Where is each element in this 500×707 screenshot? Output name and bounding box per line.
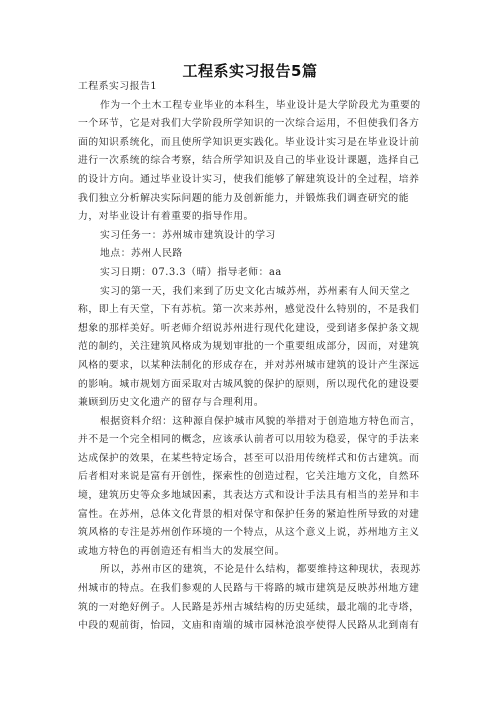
section-heading: 工程系实习报告1 (78, 81, 158, 92)
paragraph-materials: 根据资料介绍：这种源自保护城市风貌的举措对于创造地方特色而言，并不是一个完全相同的概念，应该承认前者可以用较为稳妥，保守的手法来达成保护的效果，在某些特定场合，甚至可以沿用传统样式和仿古建筑。而后者相对来说是富有开创性，探索性的创造过程，它关注地方文化，自然环境，建筑历史等众多地域因素，其表达方式和设计手法具有相当的差异和丰富性。在苏州，总体文化背景的相对保守和保护任务的紧迫性所导致的对建筑风格的专注是苏州创作环境的一个特点，从这个意义上说，苏州地方主义或地方特色的再创造还有相当大的发展空间。 (78, 415, 421, 557)
date-line: 实习日期：07.3.3（晴）指导老师：aa (100, 266, 282, 278)
document-body (78, 78, 426, 636)
paragraph-conclusion: 所以，苏州市区的建筑，不论是什么结构，都要维持这种现状，表现苏州城市的特点。在我们参观的人民路与干将路的城市建筑是反映苏州地方建筑的一对绝好例子。人民路是苏州古城结构的历史延续，最北端的北寺塔，中段的观前街，怡园，文庙和南端的城市园林沧浪亭使得人民路从北到南有 (78, 564, 421, 632)
task-line: 实习任务一：苏州城市建筑设计的学习 (100, 229, 276, 241)
paragraph-day-one: 实习的第一天，我们来到了历史文化古城苏州，苏州素有人间天堂之称，即上有天堂，下有苏杭。第一次来苏州，感觉没什么特别的，不是我们想象的那样美好。听老师介绍说苏州进行现代化建设，受到诸多保护条文规范的制约，关注建筑风格成为规划审批的一个重要组成部分，因而，对建筑风格的要求，以某种法制化的形成存在，并对苏州城市建筑的设计产生深远的影响。城市规划方面采取对古城风貌的保护的原则，所以现代化的建设要兼顾到历史文化遗产的留存与合理利用。 (78, 285, 420, 409)
document-title: 工程系实习报告5篇 (182, 62, 318, 80)
location-line: 地点：苏州人民路 (100, 248, 183, 260)
paragraph-intro: 作为一个土木工程专业毕业的本科生，毕业设计是大学阶段尤为重要的一个环节，它是对我们大学阶段所学知识的一次综合运用，不但使我们各方面的知识系统化，而且使所学知识更实践化。毕业设计实习是在毕业设计前进行一次系统的综合考察，结合所学知识及自己的毕业设计课题，选择自己的设计方向。通过毕业设计实习，使我们能够了解建筑设计的全过程，培养我们独立分析解决实际问题的能力及创新能力，并锻炼我们调查研究的能力，对毕业设计有着重要的指导作用。 (78, 99, 421, 223)
